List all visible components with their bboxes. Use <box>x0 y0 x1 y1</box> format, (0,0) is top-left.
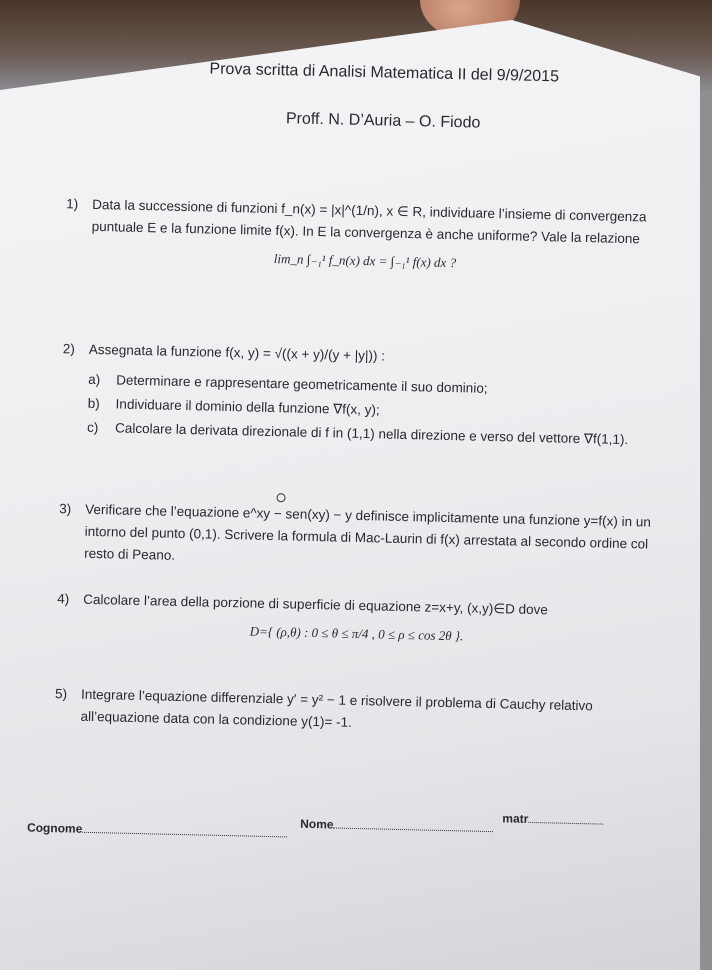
question-text: Integrare l’equazione differenziale y′ = y² − 1 e risolvere il problema di Cauchy relativo all’equazione data con la condizione y(1)= -1. <box>80 686 593 730</box>
nome-field <box>300 817 494 835</box>
sub-item-b: b) Individuare il dominio della funzione ∇f(x, y); <box>87 395 380 418</box>
exam-header <box>187 56 579 161</box>
circle-mark <box>276 493 285 502</box>
question-2 <box>61 338 663 454</box>
matr-field <box>502 811 603 827</box>
question-number: 1) <box>66 196 79 212</box>
cognome-label: Cognome <box>26 820 83 836</box>
matr-label: matr <box>502 811 529 826</box>
exam-professors: Proff. N. D’Auria – O. Fiodo <box>285 110 481 132</box>
sub-items <box>87 369 662 452</box>
question-5 <box>54 683 655 741</box>
question-text: Data la successione di funzioni f_n(x) = |x|^(1/n), x ∈ R, individuare l’insieme di convergenza puntuale E e la funzione limite f(x). In E la convergenza è anche uniforme? Vale la relazione <box>91 196 647 247</box>
question-number: 3) <box>59 501 72 517</box>
question-number: 5) <box>54 686 68 702</box>
sub-item-a: a) Determinare e rappresentare geometricamente il suo dominio; <box>88 371 488 396</box>
question-formula: D={ (ρ,θ) : 0 ≤ θ ≤ π/4 , 0 ≤ ρ ≤ cos 2θ }. <box>249 623 464 644</box>
question-text: Assegnata la funzione f(x, y) = √((x + y)/(y + |y|)) : <box>88 341 386 364</box>
question-3 <box>58 498 659 578</box>
nome-label: Nome <box>300 816 334 832</box>
question-text: Verificare che l’equazione e^xy − sen(xy) − y definisce implicitamente una funzione y=f(x) in un intorno del punto (0,1). Scrivere la formula di Mac-Laurin di f(x) arrestata al secondo ordine col resto di Peano. <box>84 501 652 563</box>
question-4 <box>56 588 657 652</box>
question-formula: lim_n ∫₋₁¹ f_n(x) dx = ∫₋₁¹ f(x) dx ? <box>273 250 457 271</box>
question-1 <box>65 193 666 279</box>
cognome-field <box>27 821 288 841</box>
question-number: 2) <box>62 341 76 357</box>
sub-item-c: c) Calcolare la derivata direzionale di f in (1,1) nella direzione e verso del vettore ∇f(1,1). <box>86 419 629 448</box>
exam-title: Prova scritta di Analisi Matematica II del 9/9/2015 <box>209 60 560 86</box>
question-text: Calcolare l’area della porzione di superficie di equazione z=x+y, (x,y)∈D dove <box>83 591 549 618</box>
question-number: 4) <box>57 591 70 607</box>
